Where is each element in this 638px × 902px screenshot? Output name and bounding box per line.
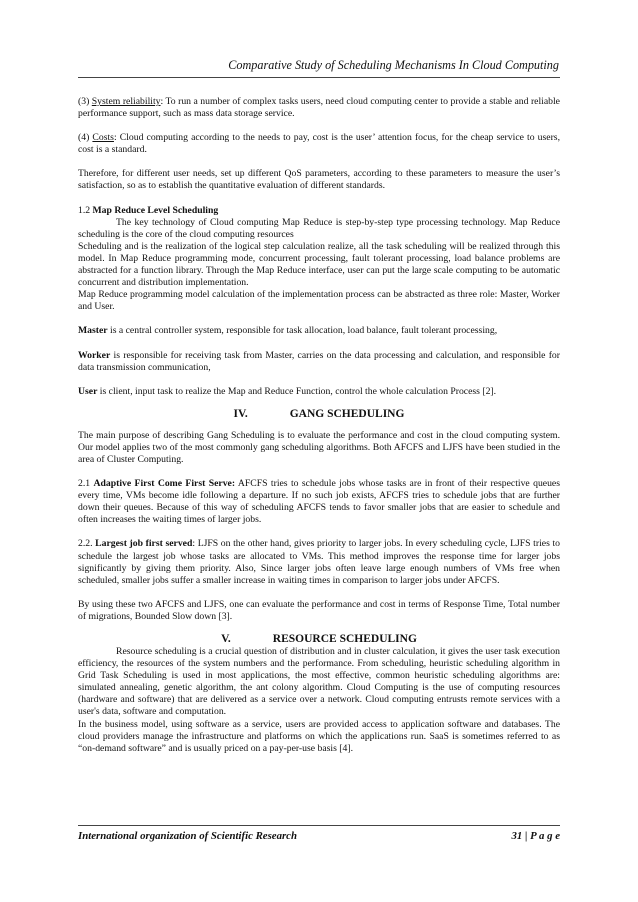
- worker-paragraph: [78, 350, 560, 374]
- costs-text: : Cloud computing according to the needs to pay, cost is the user’ attention focus, for the cheap service to users, cost is a standard.: [78, 132, 560, 156]
- costs-term: Costs: [92, 132, 114, 144]
- header-rule: [78, 77, 560, 78]
- afcfs-text: AFCFS tries to schedule jobs whose tasks are in front of their respective queues every time, VMs become idle following a departure. If no such job exists, AFCFS tries to schedule jobs that are further down their queues. Because of this way of scheduling AFCFS tends to favor smaller jobs that are easier to schedule and often increases the waiting times of larger jobs.: [78, 478, 560, 526]
- afcfs-number: 2.1: [78, 478, 94, 490]
- gang-closing-paragraph: By using these two AFCFS and LJFS, one can evaluate the performance and cost in terms of Response Time, Total number of migrations, Bounded Slow down [3].: [78, 598, 560, 622]
- qos-paragraph: Therefore, for different user needs, set up different QoS parameters, according to these parameters to measure the user’s satisfaction, so as to establish the quantitative evaluation of different standards.: [78, 168, 560, 192]
- master-paragraph: [78, 325, 560, 337]
- section-4-title-text: GANG SCHEDULING: [289, 407, 405, 420]
- running-header: Comparative Study of Scheduling Mechanisms In Cloud Computing: [228, 58, 559, 72]
- user-paragraph: [78, 386, 560, 398]
- page-number: 31 | P a g e: [511, 830, 560, 842]
- user-term: User: [78, 385, 98, 397]
- afcfs-term: Adaptive First Come First Serve:: [93, 478, 236, 490]
- worker-text: is responsible for receiving task from Master, carries on the data processing and calculation, and responsible for data transmission communication,: [78, 349, 560, 373]
- mapreduce-paragraph-2: Scheduling and is the realization of the logical step calculation realize, all the task scheduling will be realized through this model. In Map Reduce programming mode, concurrent processing, fault tolerant processing, load balance problems are abstracted for a function library. Through the Map Reduce interface, user can put the large scale computing to be automatic concurrent and distribution implementation.: [78, 240, 560, 289]
- section-5-title: [78, 632, 560, 646]
- ljfs-paragraph: [78, 538, 560, 586]
- reliability-text: : To run a number of complex tasks users, need cloud computing center to provide a stable and reliable performance support, such as mass data storage service.: [78, 96, 560, 120]
- resource-paragraph-1: Resource scheduling is a crucial question of distribution and in cluster calculation, it gives the user task execution efficiency, the resources of the system numbers and the performance. From scheduling, heuristic scheduling algorithm in Grid Task Scheduling is used in most applications, the most effective, common heuristic scheduling algorithms are: simulated annealing, genetic algorithm, the ant colony algorithm. Cloud Computing is the use of computing resources (hardware and software) that are delivered as a service over a network. Cloud computing entrusts remote services with a user's data, software and computation.: [78, 646, 560, 718]
- reliability-term: System reliability: [91, 96, 161, 107]
- mapreduce-number: 1.2: [78, 204, 93, 216]
- master-term: Master: [78, 325, 108, 337]
- resource-paragraph-2: In the business model, using software as a service, users are provided access to application software and databases. The cloud providers manage the infrastructure and platforms on which the applications run. SaaS is sometimes referred to as “on-demand software” and is usually priced on a pay-per-use basis [4].: [78, 718, 560, 754]
- body-text: [78, 96, 560, 755]
- footer-organization: International organization of Scientific Research: [78, 830, 297, 842]
- gang-intro-paragraph: The main purpose of describing Gang Scheduling is to evaluate the performance and cost in the cloud computing system. Our model applies two of the most commonly gang scheduling algorithms. Both AFCFS and LJFS have been studied in the area of Cluster Computing.: [78, 429, 560, 465]
- afcfs-paragraph: [78, 478, 560, 526]
- mapreduce-paragraph-3: Map Reduce programming model calculation of the implementation process can be abstracted as three role: Master, Worker and User.: [78, 289, 560, 313]
- ljfs-number: 2.2.: [78, 538, 96, 550]
- reliability-paragraph: [78, 96, 560, 120]
- reliability-prefix: (3): [78, 96, 92, 107]
- costs-paragraph: [78, 132, 560, 156]
- costs-prefix: (4): [78, 132, 93, 144]
- mapreduce-heading-text: Map Reduce Level Scheduling: [92, 204, 219, 216]
- mapreduce-heading: [78, 205, 560, 217]
- ljfs-term: Largest job first served: [95, 538, 193, 550]
- worker-term: Worker: [78, 349, 111, 361]
- user-text: is client, input task to realize the Map and Reduce Function, control the whole calculation Process [2].: [97, 385, 497, 397]
- footer-rule: [78, 825, 560, 826]
- section-5-title-text: RESOURCE SCHEDULING: [272, 633, 417, 645]
- ljfs-text: : LJFS on the other hand, gives priority to larger jobs. In every scheduling cycle, LJFS tries to schedule the largest job whose tasks are allocated to VMs. This method improves the response time for larger jobs significantly by giving them priority. Also, Since larger jobs often leave large enough numbers of VMs free when scheduled, smaller jobs suffer a smaller increase in waiting times in comparison to larger jobs under AFCFS.: [78, 538, 560, 586]
- section-5-number: V.: [221, 633, 231, 645]
- master-text: is a central controller system, responsible for task allocation, load balance, fault tolerant processing,: [107, 325, 498, 337]
- section-4-title: [78, 407, 560, 421]
- page-footer: [78, 830, 560, 843]
- section-4-number: IV.: [233, 407, 248, 420]
- mapreduce-paragraph-1: The key technology of Cloud computing Map Reduce is step-by-step type processing technology. Map Reduce scheduling is the core of the cloud computing resources: [78, 216, 560, 240]
